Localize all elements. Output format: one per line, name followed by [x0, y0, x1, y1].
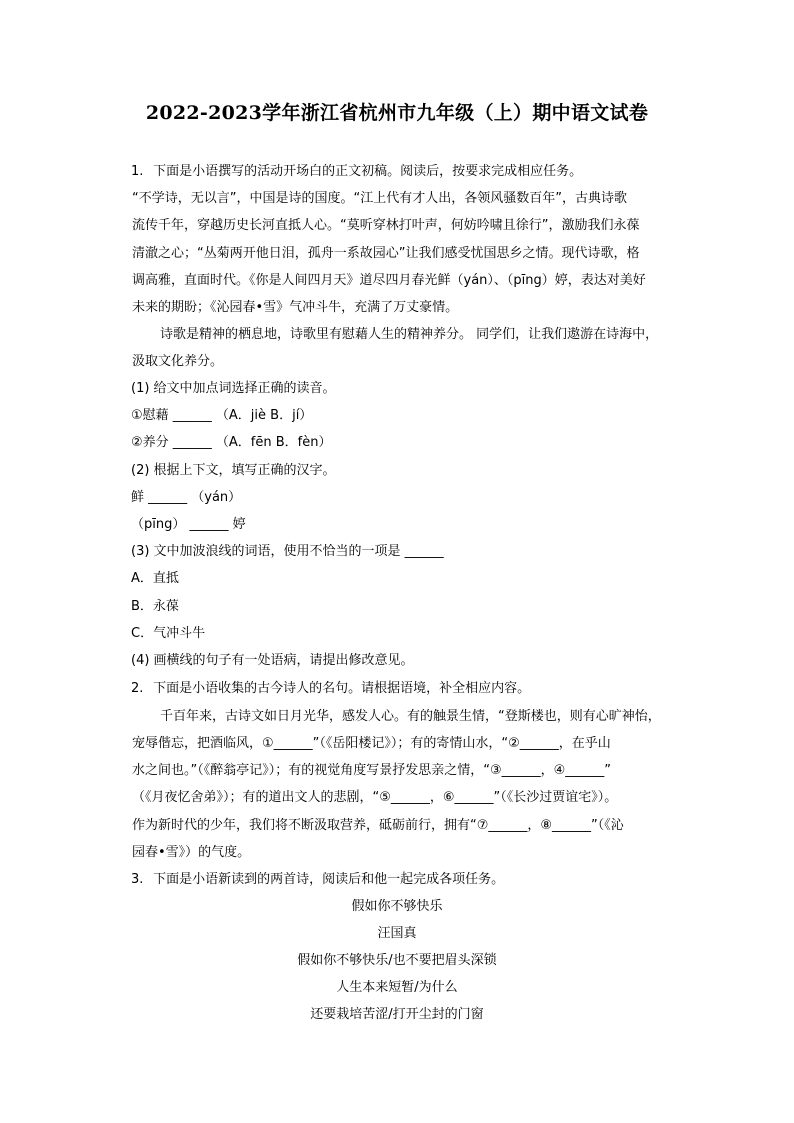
poem-line: 人生本来短暂/为什么 — [336, 980, 458, 995]
passage-line: 流传千年，穿越历史长河直抵人心。“莫听穿林打叶声，何妨吟啸且徐行”，激励我们永葆 — [132, 218, 640, 233]
poem-author: 汪国真 — [377, 926, 417, 941]
passage-line: 宠辱偕忘，把酒临风，①______”（《岳阳楼记》）；有的寄情山水，“②______，在乎山 — [132, 736, 611, 751]
passage-line: 清澈之心；“丛菊两开他日泪，孤舟一系故园心”让我们感受忧国思乡之情。现代诗歌，格 — [132, 246, 640, 261]
question-1-prompt — [131, 163, 582, 181]
passage-line: 水之间也。”（《醉翁亭记》）；有的视觉角度写景抒发思亲之情，“③______，④______” — [132, 763, 612, 778]
page-title: 2022-2023学年浙江省杭州市九年级（上）期中语文试卷 — [145, 102, 649, 124]
option-a: A．直抵 — [131, 571, 179, 586]
sub-question-4: (4) 画横线的句子有一处语病，请提出修改意见。 — [131, 653, 414, 668]
passage-line: 千百年来，古诗文如日月光华，感发人心。有的触景生情，“登斯楼也，则有心旷神怡， — [160, 709, 661, 724]
sub-question-2-item-b: （pīng） ______ 婷 — [131, 517, 246, 532]
option-b: B．永葆 — [131, 599, 179, 614]
passage-line: 作为新时代的少年，我们将不断汲取营养，砥砺前行，拥有“⑦______，⑧______”（《沁 — [132, 818, 624, 833]
poem-line: 还要栽培苦涩/打开尘封的门窗 — [310, 1007, 484, 1022]
passage-line: “不学诗，无以言”，中国是诗的国度。“江上代有才人出，各领风骚数百年”，古典诗歌 — [132, 191, 627, 206]
passage-line: 调高雅，直面时代。《你是人间四月天》道尽四月春光鲜（yán）、（pīng）婷，表达对美好 — [132, 273, 646, 288]
sub-question-2: (2) 根据上下文，填写正确的汉字。 — [131, 463, 336, 478]
poem-title: 假如你不够快乐 — [351, 899, 443, 914]
question-number: 3. — [131, 872, 144, 887]
poem-line: 假如你不够快乐/也不要把眉头深锁 — [297, 953, 497, 968]
passage-line: 未来的期盼；《沁园春•雪》气冲斗牛，充满了万丈豪情。 — [132, 300, 459, 315]
passage-line: 汲取文化养分。 — [132, 354, 224, 369]
question-2-prompt — [131, 680, 530, 698]
question-number: 2. — [131, 681, 144, 696]
sub-question-1-item-b: ②养分 ______ （A．fēn B．fèn） — [131, 435, 332, 450]
option-c: C．气冲斗牛 — [131, 626, 206, 641]
passage-line: 诗歌是精神的栖息地，诗歌里有慰藉人生的精神养分。 同学们，让我们遨游在诗海中， — [160, 327, 659, 342]
question-prompt: 下面是小语新读到的两首诗，阅读后和他一起完成各项任务。 — [153, 872, 505, 887]
question-number: 1. — [131, 164, 144, 179]
sub-question-1: (1) 给文中加点词选择正确的读音。 — [131, 381, 336, 396]
question-prompt: 下面是小语收集的古今诗人的名句。请根据语境，补全相应内容。 — [153, 681, 531, 696]
sub-question-2-item-a: 鲜 ______ （yán） — [131, 490, 242, 505]
passage-line: （《月夜忆舍弟》）；有的道出文人的悲剧，“⑤______，⑥______”（《长沙过贾谊宅》）。 — [132, 790, 618, 805]
question-prompt: 下面是小语撰写的活动开场白的正文初稿。阅读后，按要求完成相应任务。 — [153, 164, 583, 179]
question-3-prompt — [131, 871, 504, 889]
passage-line: 园春•雪》）的气度。 — [132, 845, 251, 860]
sub-question-1-item-a: ①慰藉 ______ （A．jiè B．jí） — [131, 408, 313, 423]
sub-question-3: (3) 文中加波浪线的词语，使用不恰当的一项是 ______ — [131, 544, 444, 559]
